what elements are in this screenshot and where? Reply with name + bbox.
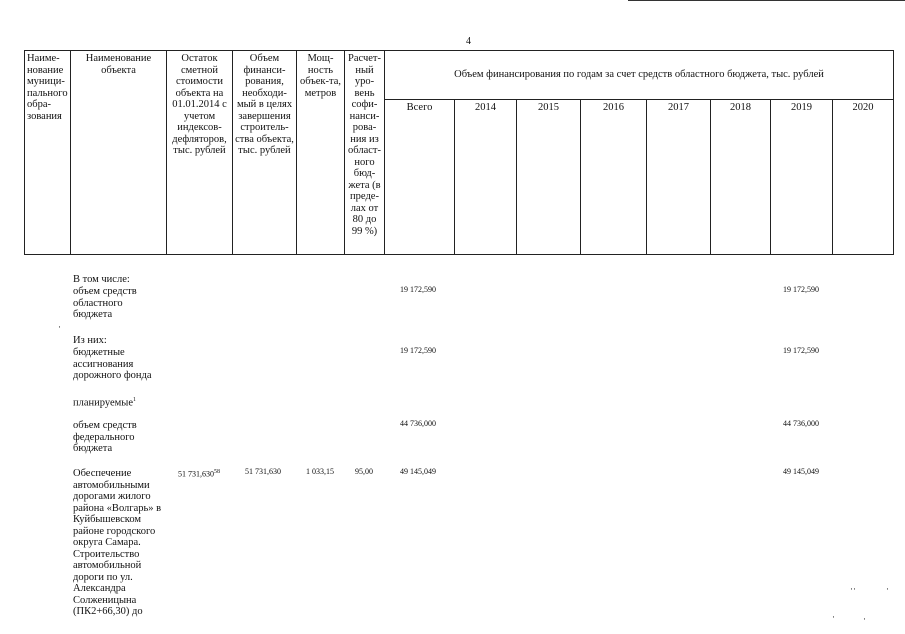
header-group-title: Объем финансирования по годам за счет средств областного бюджета, тыс. рублей [385, 51, 894, 100]
scan-speck: · [863, 614, 866, 624]
object-remaining: 51 731,630$^{58}$ [178, 469, 220, 479]
road-fund-label: бюджетные ассигнования дорожного фонда [73, 347, 152, 381]
scan-speck: · [832, 612, 835, 622]
of-them-label: Из них: [73, 335, 107, 346]
regional-total: 19 172,590 [400, 285, 436, 294]
federal-total: 44 736,000 [400, 419, 436, 428]
scan-speck: ·· [850, 584, 856, 594]
road-2019: 19 172,590 [783, 346, 819, 355]
header-municipality: Наиме-нование муници-пального обра-зования [25, 51, 71, 255]
top-rule [628, 0, 905, 1]
object-level: 95,00 [355, 467, 373, 476]
header-volume: Объем финанси-рования, необходи-мый в целях завершения строитель-ства объекта, тыс. рублей [233, 51, 297, 255]
header-table [24, 50, 894, 255]
object-capacity: 1 033,15 [306, 467, 334, 476]
regional-2019: 19 172,590 [783, 285, 819, 294]
road-total: 19 172,590 [400, 346, 436, 355]
header-year: 2019 [771, 100, 833, 255]
in-that-number-label: В том числе: [73, 274, 130, 285]
header-year: 2014 [455, 100, 517, 255]
object-total: 49 145,049 [400, 467, 436, 476]
scan-speck: · [58, 322, 61, 332]
page-number: 4 [466, 36, 471, 47]
header-total: Всего [385, 100, 455, 255]
header-level: Расчет-ный уро-вень софи-нанси-рова-ния из област-ного бюд-жета (в преде-лах от 80 до 99 %) [345, 51, 385, 255]
scan-speck: · [886, 584, 889, 594]
object-name: Обеспечение автомобильными дорогами жилого района «Волгарь» в Куйбышевском районе городского округа Самара. Строительство автомобильной дороги по ул. Александра Солженицына (ПК2+66,30) до [73, 468, 162, 617]
federal-2019: 44 736,000 [783, 419, 819, 428]
object-volume: 51 731,630 [245, 467, 281, 476]
header-year: 2018 [711, 100, 771, 255]
object-2019: 49 145,049 [783, 467, 819, 476]
header-object: Наименование объекта [71, 51, 167, 255]
header-year: 2015 [517, 100, 581, 255]
regional-budget-label: объем средств областного бюджета [73, 286, 137, 320]
header-year: 2020 [833, 100, 894, 255]
header-remaining: Остаток сметной стоимости объекта на 01.01.2014 с учетом индексов-дефляторов, тыс. рублей [167, 51, 233, 255]
header-capacity: Мощ-ность объек-та, метров [297, 51, 345, 255]
header-year: 2017 [647, 100, 711, 255]
header-year: 2016 [581, 100, 647, 255]
planned-label: планируемые$^1$ [73, 397, 137, 409]
federal-budget-label: объем средств федерального бюджета [73, 420, 137, 454]
